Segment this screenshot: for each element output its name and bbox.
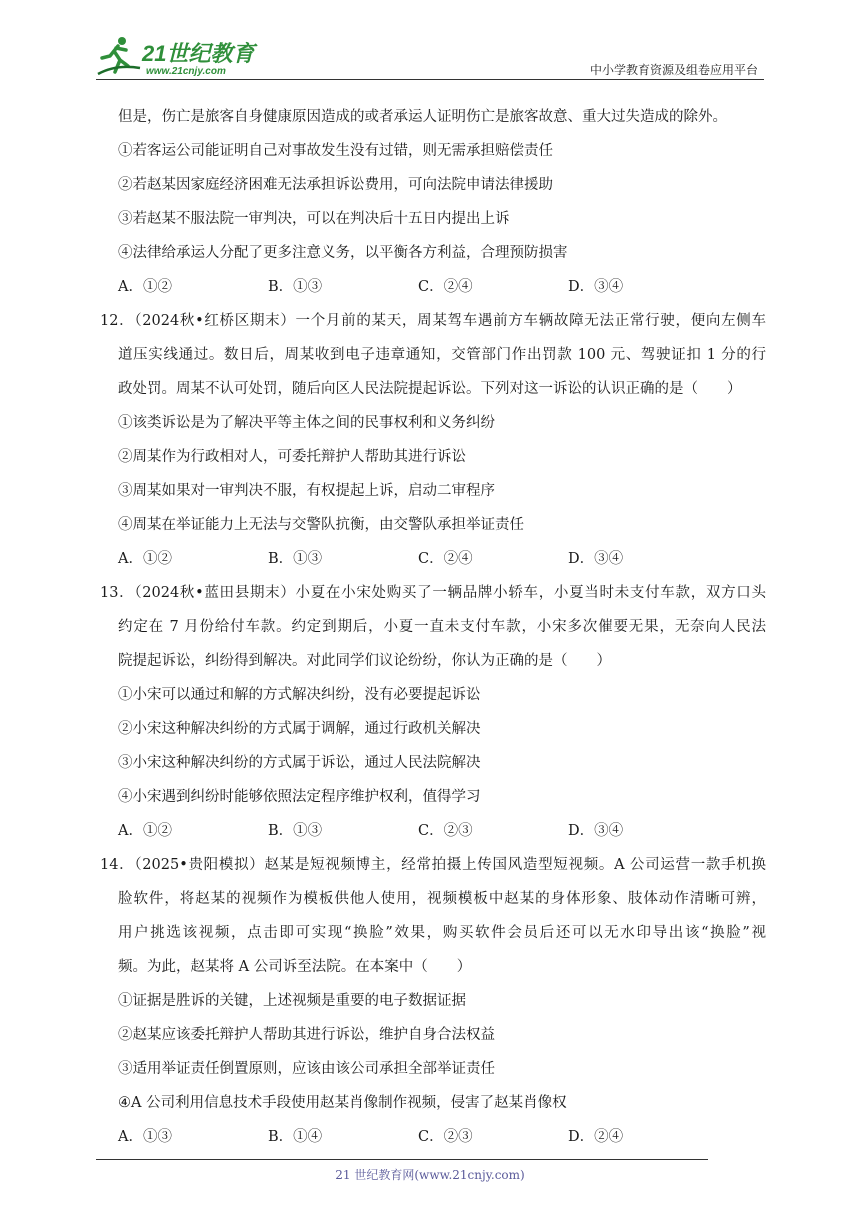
option-1: ①若客运公司能证明自己对事故发生没有过错，则无需承担赔偿责任 <box>118 143 553 159</box>
question-14-stem-1: 14．（2025•贵阳模拟）赵某是短视频博主，经常拍摄上传国风造型短视频。A 公司运营一款手机换 <box>100 857 766 873</box>
question-14-stem-3: 用户挑选该视频，点击即可实现“换脸”效果，购买软件会员后还可以无水印导出该“换脸”视 <box>118 925 766 941</box>
option-4: ④法律给承运人分配了更多注意义务，以平衡各方利益，合理预防损害 <box>118 245 568 261</box>
option-3: ③适用举证责任倒置原则，应该由该公司承担全部举证责任 <box>118 1061 495 1077</box>
answer-choices <box>118 542 766 576</box>
header-divider <box>96 79 764 80</box>
question-12-stem-3: 政处罚。周某不认可处罚，随后向区人民法院提起诉讼。下列对这一诉讼的认识正确的是（ ） <box>118 381 742 397</box>
option-1: ①该类诉讼是为了解决平等主体之间的民事权利和义务纠纷 <box>118 415 495 431</box>
choice-d[interactable]: D．③④ <box>568 551 624 567</box>
choice-c[interactable]: C．②④ <box>418 279 473 295</box>
choice-b[interactable]: B．①③ <box>268 279 323 295</box>
question-13-stem-2: 约定在 7 月份给付车款。约定到期后，小夏一直未支付车款，小宋多次催要无果，无奈向人民法 <box>118 619 766 635</box>
option-2: ②周某作为行政相对人，可委托辩护人帮助其进行诉讼 <box>118 449 466 465</box>
logo <box>96 34 266 80</box>
option-4: ④周某在举证能力上无法与交警队抗衡，由交警队承担举证责任 <box>118 517 524 533</box>
logo-url: www.21cnjy.com <box>146 66 226 77</box>
answer-choices <box>118 270 766 304</box>
question-14-stem-4: 频。为此，赵某将 A 公司诉至法院。在本案中（ ） <box>118 959 472 975</box>
option-1: ①证据是胜诉的关键，上述视频是重要的电子数据证据 <box>118 993 466 1009</box>
choice-c[interactable]: C．②③ <box>418 1129 473 1145</box>
question-13-stem-3: 院提起诉讼，纠纷得到解决。对此同学们议论纷纷，你认为正确的是（ ） <box>118 653 611 669</box>
option-2: ②小宋这种解决纠纷的方式属于调解，通过行政机关解决 <box>118 721 481 737</box>
question-13-stem-1: 13．（2024秋•蓝田县期末）小夏在小宋处购买了一辆品牌小轿车，小夏当时未支付车款，双方口头 <box>100 585 766 601</box>
choice-c[interactable]: C．②④ <box>418 551 473 567</box>
question-12-stem-2: 道压实线通过。数日后，周某收到电子违章通知，交管部门作出罚款 100 元、驾驶证扣 1 分的行 <box>118 347 766 363</box>
choice-a[interactable]: A．①② <box>118 279 172 295</box>
choice-c[interactable]: C．②③ <box>418 823 473 839</box>
option-4: ④A 公司利用信息技术手段使用赵某肖像制作视频，侵害了赵某肖像权 <box>118 1095 567 1111</box>
option-3: ③若赵某不服法院一审判决，可以在判决后十五日内提出上诉 <box>118 211 510 227</box>
page-header <box>96 34 764 82</box>
option-1: ①小宋可以通过和解的方式解决纠纷，没有必要提起诉讼 <box>118 687 481 703</box>
option-3: ③小宋这种解决纠纷的方式属于诉讼，通过人民法院解决 <box>118 755 481 771</box>
choice-d[interactable]: D．②④ <box>568 1129 624 1145</box>
question-12-stem-1: 12．（2024秋•红桥区期末）一个月前的某天，周某驾车遇前方车辆故障无法正常行驶，便向左侧车 <box>100 313 766 329</box>
answer-choices <box>118 814 766 848</box>
choice-b[interactable]: B．①④ <box>268 1129 323 1145</box>
choice-d[interactable]: D．③④ <box>568 279 624 295</box>
option-2: ②赵某应该委托辩护人帮助其进行诉讼，维护自身合法权益 <box>118 1027 495 1043</box>
option-2: ②若赵某因家庭经济困难无法承担诉讼费用，可向法院申请法律援助 <box>118 177 553 193</box>
choice-a[interactable]: A．①② <box>118 551 172 567</box>
answer-choices <box>118 1120 766 1154</box>
prev-continuation: 但是，伤亡是旅客自身健康原因造成的或者承运人证明伤亡是旅客故意、重大过失造成的除外。 <box>118 109 727 125</box>
question-content <box>100 100 766 1154</box>
choice-b[interactable]: B．①③ <box>268 823 323 839</box>
choice-d[interactable]: D．③④ <box>568 823 624 839</box>
header-tagline: 中小学教育资源及组卷应用平台 <box>589 63 758 77</box>
question-14-stem-2: 脸软件，将赵某的视频作为模板供他人使用，视频模板中赵某的身体形象、肢体动作清晰可辨， <box>118 891 766 907</box>
footer-text[interactable]: 21 世纪教育网(www.21cnjy.com) <box>335 1168 525 1182</box>
running-figure-icon <box>98 37 140 74</box>
logo-text: 21世纪教育 <box>142 41 255 66</box>
footer-divider <box>96 1159 708 1160</box>
option-3: ③周某如果对一审判决不服，有权提起上诉，启动二审程序 <box>118 483 495 499</box>
choice-b[interactable]: B．①③ <box>268 551 323 567</box>
choice-a[interactable]: A．①② <box>118 823 172 839</box>
choice-a[interactable]: A．①③ <box>118 1129 172 1145</box>
option-4: ④小宋遇到纠纷时能够依照法定程序维护权利，值得学习 <box>118 789 481 805</box>
